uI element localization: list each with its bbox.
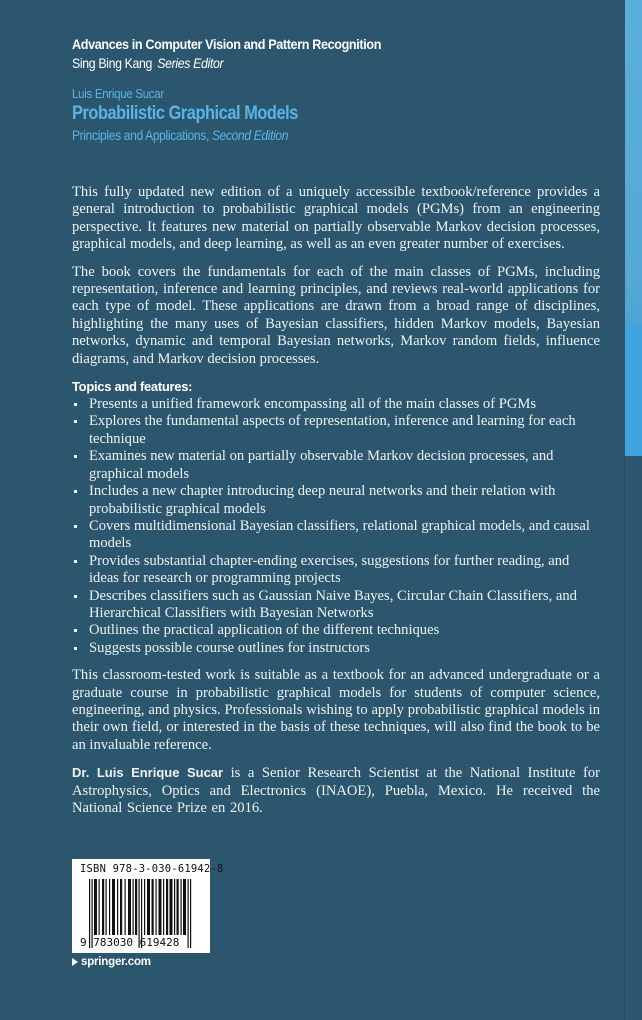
book-subtitle bbox=[72, 126, 298, 144]
list-item bbox=[72, 413, 600, 448]
author-bio bbox=[72, 764, 600, 817]
series-editor-name: Sing Bing Kang bbox=[72, 55, 153, 71]
subtitle-text: Principles and Applications, bbox=[72, 127, 212, 143]
springer-link-text[interactable]: springer.com bbox=[81, 956, 151, 968]
digits-lead: 9 bbox=[80, 936, 87, 949]
series-title: Advances in Computer Vision and Pattern Recognition bbox=[72, 36, 382, 52]
topic-text: Provides substantial chapter-ending exercises, suggestions for further reading, and ideas for research or programming projects bbox=[89, 552, 570, 587]
bullet-icon bbox=[74, 647, 77, 650]
bullet-icon bbox=[74, 420, 77, 423]
bullet-icon bbox=[74, 629, 77, 632]
topic-text: Describes classifiers such as Gaussian Naive Bayes, Circular Chain Classifiers, and Hierarchical Classifiers with Bayesian Networks bbox=[89, 587, 577, 621]
spine-fold-line bbox=[624, 456, 625, 1020]
series-editor bbox=[72, 53, 374, 73]
intro-paragraph: This fully updated new edition of a uniquely accessible textbook/reference provides a general introduction to probabilistic graphical models (PGMs) from an engineering perspective. It features new material on partially observable Markov decision processes, graphical models, and deep learning, as well as an even greater number of exercises. bbox=[72, 184, 600, 253]
bullet-icon bbox=[74, 560, 77, 563]
series-editor-role: Series Editor bbox=[157, 55, 224, 71]
list-item bbox=[72, 640, 600, 657]
topic-text: Examines new material on partially observable Markov decision processes, and graphical models bbox=[89, 448, 554, 482]
closing-paragraph: This classroom-tested work is suitable as a textbook for an advanced undergraduate or a graduate course in probabilistic graphical models for students of computer science, engineering, and physics. Professionals wishing to apply probabilistic graphical models in their own field, or interested in the basis of these techniques, will also find the book to be an invaluable reference. bbox=[72, 667, 600, 753]
isbn-barcode bbox=[72, 859, 224, 953]
digits-left: 783030 bbox=[93, 936, 133, 949]
series-block bbox=[72, 35, 415, 73]
list-item bbox=[72, 622, 600, 639]
topic-text: Covers multidimensional Bayesian classifiers, relational graphical models, and causal models bbox=[89, 517, 590, 552]
topic-text: Presents a unified framework encompassing all of the main classes of PGMs bbox=[89, 396, 537, 413]
list-item bbox=[72, 483, 600, 518]
topic-text: Outlines the practical application of the different techniques bbox=[89, 622, 440, 639]
list-item bbox=[72, 553, 600, 588]
coverage-paragraph: The book covers the fundamentals for each of the main classes of PGMs, including representation, inference and learning principles, and reviews real-world applications for each type of model. These applications are drawn from a broad range of disciplines, highlighting the many uses of Bayesian classifiers, hidden Markov models, Bayesian networks, dynamic and temporal Bayesian networks, Markov random fields, influence diagrams, and Markov decision processes. bbox=[72, 263, 600, 367]
play-arrow-icon bbox=[72, 958, 78, 966]
bullet-icon bbox=[74, 403, 77, 406]
spine-color-bar bbox=[625, 0, 642, 456]
list-item bbox=[72, 518, 600, 553]
list-item bbox=[72, 448, 600, 483]
barcode-digits bbox=[80, 936, 179, 949]
book-heading bbox=[72, 86, 335, 144]
topic-text: Explores the fundamental aspects of representation, inference and learning for each technique bbox=[89, 413, 576, 447]
topic-text: Suggests possible course outlines for instructors bbox=[89, 639, 370, 656]
list-item bbox=[72, 588, 600, 623]
bio-text: is a Senior Research Scientist at the National Institute for Astrophysics, Optics and Electronics (INAOE), Puebla, Mexico. He received the National Science Prize en 2016. bbox=[72, 765, 600, 816]
blurb bbox=[72, 184, 600, 827]
author-name: Luis Enrique Sucar bbox=[72, 86, 164, 101]
bullet-icon bbox=[74, 525, 77, 528]
list-item bbox=[72, 396, 600, 413]
book-title: Probabilistic Graphical Models bbox=[72, 103, 298, 124]
topics-heading: Topics and features: bbox=[72, 379, 193, 395]
bullet-icon bbox=[74, 595, 77, 598]
topics-list bbox=[72, 396, 600, 657]
springer-link[interactable] bbox=[72, 956, 151, 968]
edition-label: Second Edition bbox=[211, 127, 289, 143]
bullet-icon bbox=[74, 455, 77, 458]
digits-right: 619428 bbox=[139, 936, 180, 949]
topic-text: Includes a new chapter introducing deep neural networks and their relation with probabilistic graphical models bbox=[89, 483, 556, 517]
bio-name: Dr. Luis Enrique Sucar bbox=[72, 765, 224, 781]
isbn-label: ISBN 978-3-030-61942-8 bbox=[80, 863, 224, 875]
bullet-icon bbox=[74, 490, 77, 493]
